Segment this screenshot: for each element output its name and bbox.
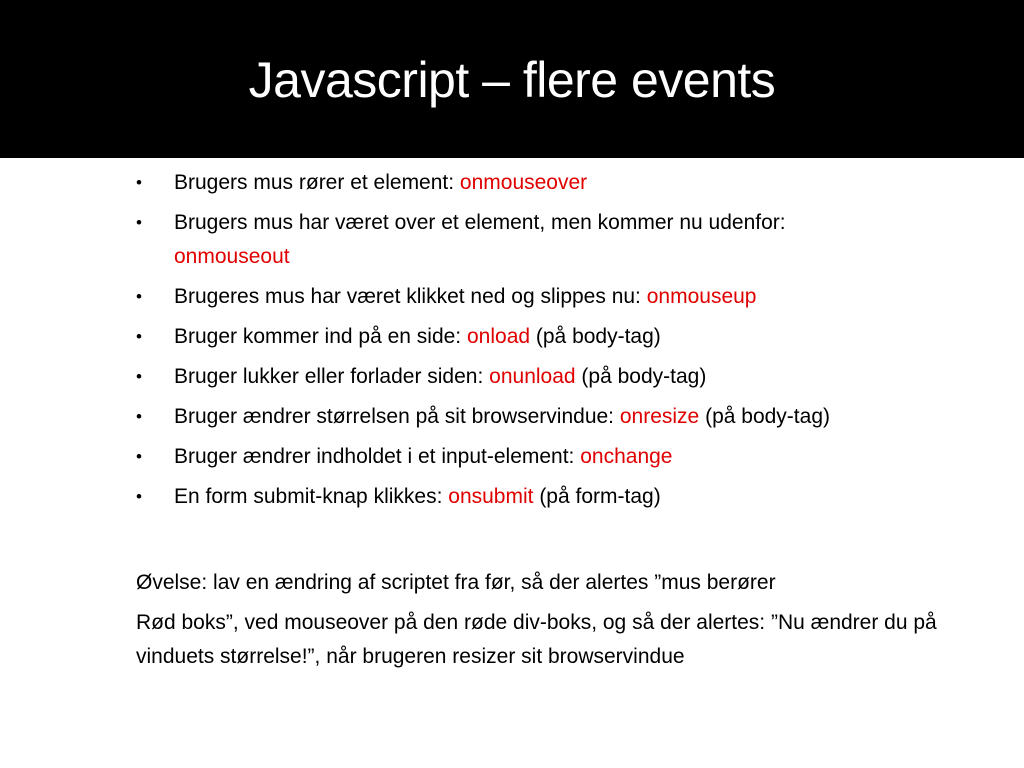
slide-title: Javascript – flere events bbox=[248, 52, 776, 108]
bullet-dot: • bbox=[136, 213, 142, 232]
bullet-item bbox=[136, 360, 1016, 394]
bullet-item bbox=[136, 206, 1016, 274]
bullet-dot: • bbox=[136, 367, 142, 386]
bullet-dot: • bbox=[136, 173, 142, 192]
bullet-list bbox=[136, 166, 1016, 520]
exercise-text bbox=[136, 566, 1006, 674]
bullet-suffix: (på body-tag) bbox=[575, 365, 707, 388]
event-name: onmouseout bbox=[174, 245, 290, 268]
bullet-item bbox=[136, 280, 1016, 314]
bullet-text: En form submit-knap klikkes: bbox=[174, 485, 449, 508]
exercise-line-2: Rød boks”, ved mouseover på den røde div-boks, og så der alertes: ”Nu ændrer du på vinduets størrelse!”, når brugeren resizer sit browservindue bbox=[136, 611, 937, 668]
bullet-item bbox=[136, 440, 1016, 474]
bullet-text: Bruger ændrer indholdet i et input-element: bbox=[174, 445, 581, 468]
bullet-item bbox=[136, 320, 1016, 354]
event-name: onresize bbox=[619, 405, 700, 428]
bullet-dot: • bbox=[136, 487, 142, 506]
bullet-suffix: (på body-tag) bbox=[699, 405, 830, 428]
event-name: onmouseover bbox=[459, 171, 588, 194]
bullet-text: Brugers mus rører et element: bbox=[174, 171, 460, 194]
bullet-text: Bruger kommer ind på en side: bbox=[174, 325, 467, 348]
exercise-line-1: Øvelse: lav en ændring af scriptet fra før, så der alertes ”mus berører bbox=[136, 571, 776, 594]
bullet-dot: • bbox=[136, 327, 142, 346]
event-name: onload bbox=[466, 325, 531, 348]
event-name: onsubmit bbox=[448, 485, 534, 508]
title-band bbox=[0, 0, 1024, 158]
bullet-item bbox=[136, 480, 1016, 514]
bullet-item bbox=[136, 400, 1016, 434]
bullet-text: Bruger lukker eller forlader siden: bbox=[174, 365, 490, 388]
bullet-suffix: (på form-tag) bbox=[533, 485, 661, 508]
bullet-text: Brugeres mus har været klikket ned og slippes nu: bbox=[174, 285, 647, 308]
event-name: onunload bbox=[489, 365, 576, 388]
bullet-text: Brugers mus har været over et element, men kommer nu udenfor: bbox=[174, 211, 786, 234]
event-name: onmouseup bbox=[646, 285, 757, 308]
bullet-dot: • bbox=[136, 287, 142, 306]
bullet-item bbox=[136, 166, 1016, 200]
bullet-dot: • bbox=[136, 407, 142, 426]
bullet-suffix: (på body-tag) bbox=[530, 325, 661, 348]
bullet-text: Bruger ændrer størrelsen på sit browservindue: bbox=[174, 405, 620, 428]
event-name: onchange bbox=[580, 445, 673, 468]
bullet-dot: • bbox=[136, 447, 142, 466]
